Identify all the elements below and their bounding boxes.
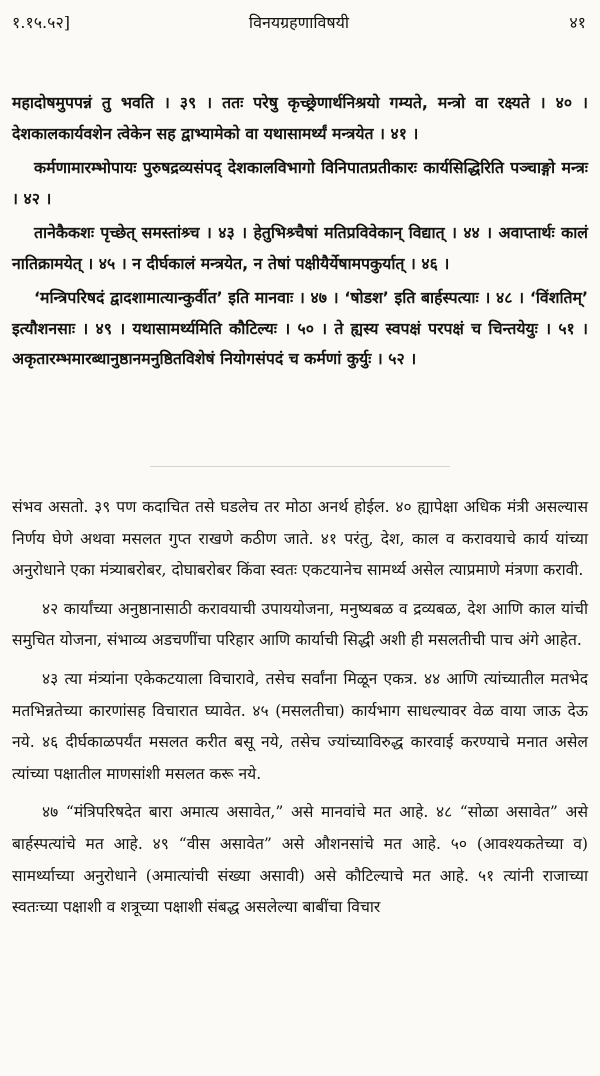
running-header: [12, 10, 586, 36]
sanskrit-paragraph: महादोषमुपपन्नं तु भवति । ३९ । ततः परेषु कृच्छ्रेणार्थनिश्रयो गम्यते, मन्त्रो वा रक्ष्यते । ४० । देशकालकार्यवशेन त्वेकेन सह द्वाभ्यामेको वा यथासामर्थ्यं मन्त्रयेत । ४१ ।: [12, 93, 588, 143]
sanskrit-text: [12, 88, 588, 379]
sanskrit-paragraph: कर्मणामारम्भोपायः पुरुषद्रव्यसंपद् देशकालविभागो विनिपातप्रतीकारः कार्यसिद्धिरिति पञ्चाङ्गो मन्त्रः । ४२ ।: [12, 158, 588, 208]
sanskrit-paragraph: ‘मन्त्रिपरिषदं द्वादशामात्यान्कुर्वीत’ इति मानवाः । ४७ । ‘षोडश’ इति बार्हस्पत्याः । ४८ । ‘विंशतिम्’ इत्यौशनसाः । ४९ । यथासामर्थ्यमिति कौटिल्यः । ५० । ते ह्यस्य स्वपक्षं परपक्षं च चिन्तयेयुः । ५१ । अकृतारम्भमारब्धानुष्ठानमनुष्ठितविशेषं नियोगसंपदं च कर्मणां कुर्युः । ५२ ।: [12, 288, 588, 368]
marathi-paragraph: संभव असतो. ३९ पण कदाचित तसे घडलेच तर मोठा अनर्थ होईल. ४० ह्यापेक्षा अधिक मंत्री असल्यास निर्णय घेणे अथवा मसलत गुप्त राखणे कठीण जाते. ४१ परंतु, देश, काल व करावयाचे कार्य यांच्या अनुरोधाने एका मंत्र्याबरोबर, दोघाबरोबर किंवा स्वतः एकटयानेच सामर्थ्य असेल त्याप्रमाणे मंत्रणा करावी.: [12, 498, 588, 580]
marathi-paragraph: ४३ त्या मंत्र्यांना एकेकटयाला विचारावे, तसेच सर्वांना मिळून एकत्र. ४४ आणि त्यांच्यातील मतभेद मतभिन्नतेच्या कारणांसह विचारात घ्यावेत. ४५ (मसलतीचा) कार्यभाग साधल्यावर वेळ वाया जाऊ देऊ नये. ४६ दीर्घकाळपर्यंत मसलत करीत बसू नये, तसेच ज्यांच्याविरुद्ध कारवाई करण्याचे मनात असेल त्यांच्या पक्षातील माणसांशी मसलत करू नये.: [12, 669, 588, 783]
marathi-paragraph: ४७ “मंत्रिपरिषदेत बारा अमात्य असावेत,” असे मानवांचे मत आहे. ४८ “सोळा असावेत” असे बार्हस्पत्यांचे मत आहे. ४९ “वीस असावेत” असे औशनसांचे मत आहे. ५० (आवश्यकतेच्या व) सामर्थ्याच्या अनुरोधाने (अमात्यांची संख्या असावी) असे कौटिल्याचे मत आहे. ५१ त्यांनी राजाच्या स्वतःच्या पक्षाशी व शत्रूच्या पक्षाशी संबद्ध असलेल्या बाबींचा विचार: [12, 803, 588, 917]
marathi-translation: [12, 492, 588, 931]
running-title: विनयग्रहणाविषयी: [248, 13, 350, 32]
section-divider: [150, 466, 450, 467]
page-number: ४१: [569, 13, 586, 32]
marathi-paragraph: ४२ कार्यांच्या अनुष्ठानासाठी करावयाची उपाययोजना, मनुष्यबळ व द्रव्यबळ, देश आणि काल यांची समुचित योजना, संभाव्य अडचणींचा परिहार आणि कार्याची सिद्धी अशी ही मसलतीची पाच अंगे आहेत.: [12, 599, 588, 650]
sanskrit-paragraph: तानेकैकशः पृच्छेत् समस्तांश्र्च । ४३ । हेतुभिश्र्चैषां मतिप्रविवेकान् विद्यात् । ४४ । अवाप्तार्थः कालं नातिक्रामयेत् । ४५ । न दीर्घकालं मन्त्रयेत, न तेषां पक्षीयैर्येषामपकुर्यात् । ४६ ।: [12, 223, 588, 273]
section-reference: १.१५.५२]: [12, 13, 71, 32]
